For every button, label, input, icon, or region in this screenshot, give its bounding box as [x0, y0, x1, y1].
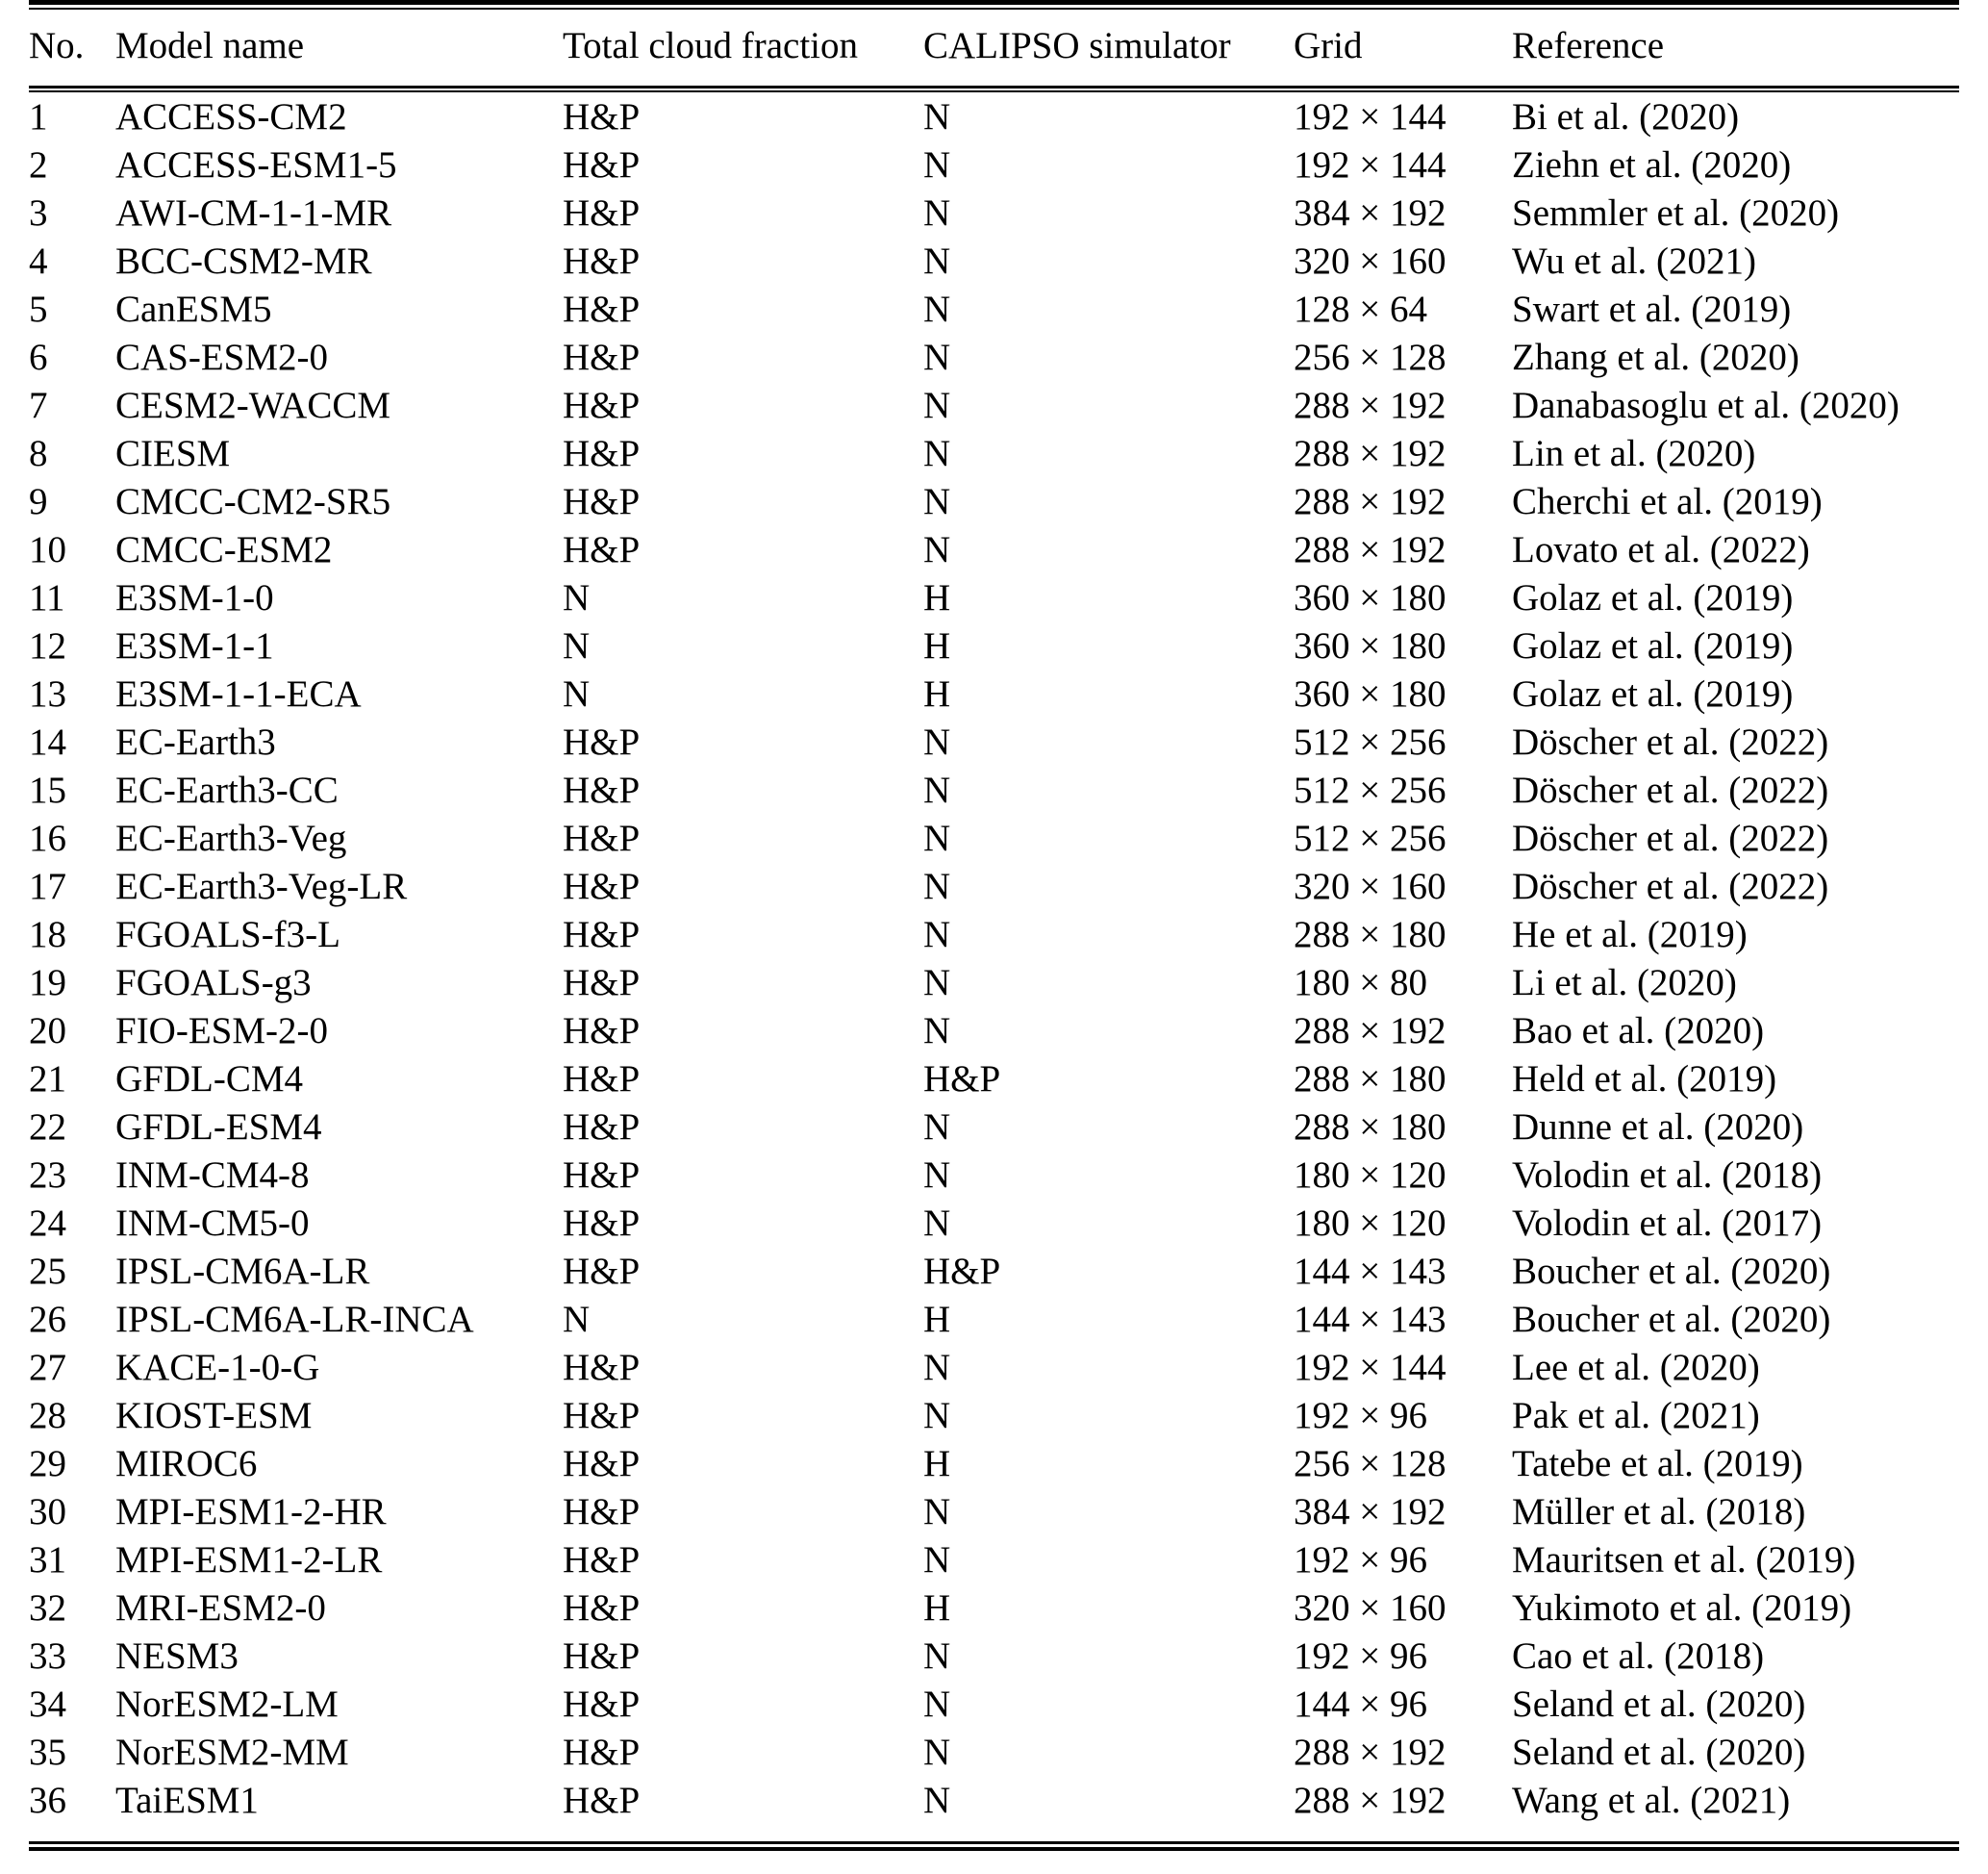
cell-grid: 288 × 180 — [1294, 1057, 1447, 1100]
cell-no: 35 — [29, 1731, 66, 1773]
cell-cal: N — [923, 913, 951, 955]
table-row — [29, 1583, 1959, 1632]
cell-tcf: H&P — [563, 1202, 641, 1244]
cell-ref: Yukimoto et al. (2019) — [1512, 1586, 1852, 1629]
cell-cal: N — [923, 1009, 951, 1051]
cell-tcf: H&P — [563, 1105, 641, 1148]
cell-tcf: H&P — [563, 384, 641, 426]
footer-spacer-row — [29, 1824, 1959, 1843]
cell-tcf: H&P — [563, 1731, 641, 1773]
cell-name: E3SM-1-1 — [115, 624, 274, 667]
cell-no: 34 — [29, 1683, 66, 1725]
cell-grid: 288 × 180 — [1294, 1105, 1447, 1148]
cell-no: 4 — [29, 240, 48, 282]
cell-cal: H — [923, 672, 951, 715]
cell-no: 7 — [29, 384, 48, 426]
cell-cal: N — [923, 1202, 951, 1244]
cell-cal: N — [923, 1779, 951, 1821]
cell-ref: Pak et al. (2021) — [1512, 1394, 1760, 1436]
table-row — [29, 429, 1959, 477]
cell-tcf: H&P — [563, 336, 641, 378]
cell-tcf: H&P — [563, 1009, 641, 1051]
table-row — [29, 1728, 1959, 1776]
table-row — [29, 1343, 1959, 1391]
cell-tcf: H&P — [563, 143, 641, 186]
cell-name: INM-CM4-8 — [115, 1153, 310, 1196]
cell-tcf: H&P — [563, 817, 641, 859]
column-header-total-cloud-fraction: Total cloud fraction — [563, 25, 858, 66]
cell-name: EC-Earth3-CC — [115, 769, 339, 811]
cell-ref: Döscher et al. (2022) — [1512, 817, 1829, 859]
cell-ref: Semmler et al. (2020) — [1512, 191, 1840, 234]
cell-ref: Cherchi et al. (2019) — [1512, 480, 1823, 522]
cell-ref: Seland et al. (2020) — [1512, 1731, 1806, 1773]
cell-cal: N — [923, 528, 951, 570]
cell-grid: 192 × 144 — [1294, 1346, 1447, 1388]
cell-no: 19 — [29, 961, 66, 1003]
cell-ref: Volodin et al. (2017) — [1512, 1202, 1823, 1244]
bottom-rule — [29, 1843, 1959, 1850]
table-row — [29, 140, 1959, 189]
cell-ref: Lin et al. (2020) — [1512, 432, 1756, 474]
cell-name: MPI-ESM1-2-LR — [115, 1538, 383, 1581]
cell-grid: 288 × 180 — [1294, 913, 1447, 955]
cell-no: 15 — [29, 769, 66, 811]
cell-grid: 360 × 180 — [1294, 672, 1447, 715]
cell-cal: H&P — [923, 1057, 1001, 1100]
cell-ref: Dunne et al. (2020) — [1512, 1105, 1804, 1148]
cell-cal: N — [923, 1346, 951, 1388]
cell-ref: Mauritsen et al. (2019) — [1512, 1538, 1856, 1581]
cell-no: 10 — [29, 528, 66, 570]
cell-name: EC-Earth3 — [115, 721, 276, 763]
cell-cal: H — [923, 1442, 951, 1484]
cell-tcf: H&P — [563, 480, 641, 522]
cell-grid: 192 × 144 — [1294, 143, 1447, 186]
cell-tcf: H&P — [563, 865, 641, 907]
cell-cal: N — [923, 1490, 951, 1532]
table-footer — [29, 1824, 1959, 1849]
cell-cal: N — [923, 432, 951, 474]
cell-name: CESM2-WACCM — [115, 384, 391, 426]
cell-cal: N — [923, 288, 951, 330]
cell-grid: 288 × 192 — [1294, 528, 1447, 570]
cell-name: FIO-ESM-2-0 — [115, 1009, 328, 1051]
cell-grid: 512 × 256 — [1294, 769, 1447, 811]
cell-name: CMCC-ESM2 — [115, 528, 333, 570]
cell-ref: Swart et al. (2019) — [1512, 288, 1792, 330]
cell-grid: 320 × 160 — [1294, 240, 1447, 282]
cell-tcf: H&P — [563, 528, 641, 570]
cell-grid: 288 × 192 — [1294, 384, 1447, 426]
column-header-row — [29, 9, 1959, 88]
cell-no: 23 — [29, 1153, 66, 1196]
cell-no: 20 — [29, 1009, 66, 1051]
cell-cal: N — [923, 1634, 951, 1677]
cell-tcf: N — [563, 1298, 591, 1340]
cell-ref: Cao et al. (2018) — [1512, 1634, 1765, 1677]
cell-no: 32 — [29, 1586, 66, 1629]
cell-no: 29 — [29, 1442, 66, 1484]
cell-ref: Lovato et al. (2022) — [1512, 528, 1810, 570]
cell-name: ACCESS-ESM1-5 — [115, 143, 397, 186]
cell-cal: N — [923, 143, 951, 186]
cell-name: GFDL-CM4 — [115, 1057, 304, 1100]
cell-ref: Bi et al. (2020) — [1512, 95, 1740, 138]
cell-no: 2 — [29, 143, 48, 186]
cell-no: 27 — [29, 1346, 66, 1388]
cell-grid: 288 × 192 — [1294, 432, 1447, 474]
cell-ref: Bao et al. (2020) — [1512, 1009, 1765, 1051]
cell-cal: N — [923, 336, 951, 378]
cell-grid: 288 × 192 — [1294, 1779, 1447, 1821]
cell-no: 12 — [29, 624, 66, 667]
cell-name: TaiESM1 — [115, 1779, 259, 1821]
cell-no: 21 — [29, 1057, 66, 1100]
cell-ref: Boucher et al. (2020) — [1512, 1298, 1831, 1340]
cell-grid: 360 × 180 — [1294, 576, 1447, 619]
cell-cal: N — [923, 865, 951, 907]
column-header-calipso-simulator: CALIPSO simulator — [923, 25, 1231, 66]
cell-ref: Wang et al. (2021) — [1512, 1779, 1791, 1821]
cell-tcf: H&P — [563, 1634, 641, 1677]
table-row — [29, 1632, 1959, 1680]
cell-tcf: N — [563, 576, 591, 619]
table-row — [29, 958, 1959, 1006]
cell-cal: H — [923, 1298, 951, 1340]
table-row — [29, 1006, 1959, 1054]
cell-cal: N — [923, 961, 951, 1003]
cell-cal: N — [923, 384, 951, 426]
cell-tcf: H&P — [563, 1346, 641, 1388]
cell-name: AWI-CM-1-1-MR — [115, 191, 392, 234]
cell-tcf: H&P — [563, 240, 641, 282]
cell-no: 9 — [29, 480, 48, 522]
table-row — [29, 237, 1959, 285]
table-row — [29, 1247, 1959, 1295]
cell-tcf: H&P — [563, 288, 641, 330]
table-row — [29, 333, 1959, 381]
cell-cal: H — [923, 1586, 951, 1629]
cell-name: NorESM2-MM — [115, 1731, 349, 1773]
cell-grid: 384 × 192 — [1294, 191, 1447, 234]
cell-name: EC-Earth3-Veg — [115, 817, 347, 859]
cell-tcf: H&P — [563, 913, 641, 955]
table-row — [29, 477, 1959, 525]
cell-name: IPSL-CM6A-LR — [115, 1250, 370, 1292]
table-row — [29, 910, 1959, 958]
cell-tcf: H&P — [563, 1057, 641, 1100]
cell-no: 13 — [29, 672, 66, 715]
cell-cal: N — [923, 1105, 951, 1148]
cell-name: INM-CM5-0 — [115, 1202, 310, 1244]
table-row — [29, 189, 1959, 237]
cell-cal: H — [923, 624, 951, 667]
cell-tcf: H&P — [563, 1779, 641, 1821]
table-row — [29, 1054, 1959, 1102]
cell-no: 11 — [29, 576, 65, 619]
cell-grid: 256 × 128 — [1294, 1442, 1447, 1484]
table-row — [29, 1295, 1959, 1343]
table-row — [29, 1535, 1959, 1583]
cell-grid: 512 × 256 — [1294, 721, 1447, 763]
table-body — [29, 91, 1959, 1824]
cell-ref: Zhang et al. (2020) — [1512, 336, 1799, 378]
table-header — [29, 3, 1959, 92]
table-row — [29, 1776, 1959, 1824]
cell-grid: 180 × 120 — [1294, 1153, 1447, 1196]
cell-name: CIESM — [115, 432, 231, 474]
cell-name: E3SM-1-1-ECA — [115, 672, 362, 715]
cell-grid: 144 × 143 — [1294, 1250, 1447, 1292]
cell-tcf: H&P — [563, 1538, 641, 1581]
table-row — [29, 381, 1959, 429]
cell-name: CanESM5 — [115, 288, 272, 330]
cell-grid: 128 × 64 — [1294, 288, 1427, 330]
cell-no: 25 — [29, 1250, 66, 1292]
cell-grid: 320 × 160 — [1294, 865, 1447, 907]
cell-cal: N — [923, 1394, 951, 1436]
table-row — [29, 670, 1959, 718]
cell-name: KIOST-ESM — [115, 1394, 313, 1436]
cell-ref: Müller et al. (2018) — [1512, 1490, 1806, 1532]
cell-no: 24 — [29, 1202, 66, 1244]
cell-cal: N — [923, 721, 951, 763]
cell-ref: Tatebe et al. (2019) — [1512, 1442, 1803, 1484]
cell-no: 14 — [29, 721, 66, 763]
cell-ref: Boucher et al. (2020) — [1512, 1250, 1831, 1292]
table-row — [29, 1199, 1959, 1247]
cell-name: MPI-ESM1-2-HR — [115, 1490, 387, 1532]
table-row — [29, 573, 1959, 621]
cell-tcf: H&P — [563, 95, 641, 138]
cell-grid: 192 × 96 — [1294, 1634, 1427, 1677]
cell-ref: Held et al. (2019) — [1512, 1057, 1777, 1100]
cell-cal: N — [923, 191, 951, 234]
cell-name: IPSL-CM6A-LR-INCA — [115, 1298, 474, 1340]
cell-grid: 144 × 96 — [1294, 1683, 1427, 1725]
cell-grid: 320 × 160 — [1294, 1586, 1447, 1629]
cell-name: GFDL-ESM4 — [115, 1105, 322, 1148]
table-row — [29, 814, 1959, 862]
cell-tcf: H&P — [563, 721, 641, 763]
cell-cal: N — [923, 1731, 951, 1773]
cell-grid: 384 × 192 — [1294, 1490, 1447, 1532]
table-row — [29, 1680, 1959, 1728]
cell-tcf: H&P — [563, 769, 641, 811]
cell-tcf: H&P — [563, 1153, 641, 1196]
cell-ref: Ziehn et al. (2020) — [1512, 143, 1792, 186]
cell-no: 16 — [29, 817, 66, 859]
cell-grid: 512 × 256 — [1294, 817, 1447, 859]
cell-no: 26 — [29, 1298, 66, 1340]
table-row — [29, 525, 1959, 573]
table-row — [29, 1151, 1959, 1199]
table-row — [29, 1391, 1959, 1439]
cell-tcf: H&P — [563, 432, 641, 474]
cell-grid: 288 × 192 — [1294, 480, 1447, 522]
cell-ref: Döscher et al. (2022) — [1512, 721, 1829, 763]
cell-tcf: H&P — [563, 1250, 641, 1292]
cell-name: FGOALS-g3 — [115, 961, 312, 1003]
cell-no: 22 — [29, 1105, 66, 1148]
cell-name: E3SM-1-0 — [115, 576, 274, 619]
cell-cal: N — [923, 1683, 951, 1725]
cell-tcf: H&P — [563, 1442, 641, 1484]
cell-name: ACCESS-CM2 — [115, 95, 347, 138]
cell-name: EC-Earth3-Veg-LR — [115, 865, 408, 907]
cell-grid: 192 × 144 — [1294, 95, 1447, 138]
cell-cal: N — [923, 480, 951, 522]
cell-no: 36 — [29, 1779, 66, 1821]
table-row — [29, 766, 1959, 814]
cell-grid: 256 × 128 — [1294, 336, 1447, 378]
table-row — [29, 285, 1959, 333]
cell-name: BCC-CSM2-MR — [115, 240, 372, 282]
cell-cal: N — [923, 769, 951, 811]
column-header-grid: Grid — [1294, 25, 1363, 66]
cell-ref: Golaz et al. (2019) — [1512, 576, 1794, 619]
cell-no: 31 — [29, 1538, 66, 1581]
table-row — [29, 91, 1959, 140]
cell-ref: Golaz et al. (2019) — [1512, 624, 1794, 667]
cell-tcf: H&P — [563, 1394, 641, 1436]
footer-spacer — [29, 1824, 1959, 1843]
cmip6-model-table — [29, 0, 1959, 1851]
cell-tcf: H&P — [563, 191, 641, 234]
cell-name: CMCC-CM2-SR5 — [115, 480, 391, 522]
cell-name: NESM3 — [115, 1634, 239, 1677]
cell-ref: Döscher et al. (2022) — [1512, 865, 1829, 907]
cell-name: KACE-1-0-G — [115, 1346, 320, 1388]
cell-cal: H — [923, 576, 951, 619]
table-row — [29, 621, 1959, 670]
cell-grid: 192 × 96 — [1294, 1538, 1427, 1581]
cell-name: MIROC6 — [115, 1442, 258, 1484]
cell-grid: 288 × 192 — [1294, 1731, 1447, 1773]
table-row — [29, 1487, 1959, 1535]
cell-ref: He et al. (2019) — [1512, 913, 1748, 955]
cell-tcf: H&P — [563, 1490, 641, 1532]
column-header-no: No. — [29, 25, 85, 66]
cell-no: 1 — [29, 95, 48, 138]
cell-cal: H&P — [923, 1250, 1001, 1292]
cell-ref: Danabasoglu et al. (2020) — [1512, 384, 1900, 426]
cell-grid: 180 × 120 — [1294, 1202, 1447, 1244]
cell-ref: Döscher et al. (2022) — [1512, 769, 1829, 811]
cell-no: 6 — [29, 336, 48, 378]
cell-no: 8 — [29, 432, 48, 474]
rule-bot-row — [29, 1843, 1959, 1850]
cell-no: 17 — [29, 865, 66, 907]
column-header-model-name: Model name — [115, 25, 305, 66]
cell-grid: 360 × 180 — [1294, 624, 1447, 667]
cell-cal: N — [923, 95, 951, 138]
cell-cal: N — [923, 1538, 951, 1581]
cell-ref: Volodin et al. (2018) — [1512, 1153, 1823, 1196]
cell-name: FGOALS-f3-L — [115, 913, 340, 955]
cell-tcf: H&P — [563, 1586, 641, 1629]
cell-grid: 288 × 192 — [1294, 1009, 1447, 1051]
cell-tcf: H&P — [563, 1683, 641, 1725]
cell-ref: Wu et al. (2021) — [1512, 240, 1757, 282]
cell-ref: Li et al. (2020) — [1512, 961, 1737, 1003]
cell-tcf: N — [563, 672, 591, 715]
cell-cal: N — [923, 817, 951, 859]
cell-no: 33 — [29, 1634, 66, 1677]
cell-ref: Seland et al. (2020) — [1512, 1683, 1806, 1725]
cell-no: 3 — [29, 191, 48, 234]
cell-no: 28 — [29, 1394, 66, 1436]
cell-tcf: N — [563, 624, 591, 667]
column-header-reference: Reference — [1512, 25, 1665, 66]
cell-no: 30 — [29, 1490, 66, 1532]
cell-grid: 192 × 96 — [1294, 1394, 1427, 1436]
table-row — [29, 718, 1959, 766]
table-row — [29, 862, 1959, 910]
cell-ref: Lee et al. (2020) — [1512, 1346, 1760, 1388]
cell-grid: 180 × 80 — [1294, 961, 1427, 1003]
cell-name: CAS-ESM2-0 — [115, 336, 329, 378]
cell-name: MRI-ESM2-0 — [115, 1586, 326, 1629]
cell-grid: 144 × 143 — [1294, 1298, 1447, 1340]
cell-no: 5 — [29, 288, 48, 330]
cell-no: 18 — [29, 913, 66, 955]
cell-cal: N — [923, 240, 951, 282]
table-row — [29, 1439, 1959, 1487]
cell-tcf: H&P — [563, 961, 641, 1003]
cell-name: NorESM2-LM — [115, 1683, 339, 1725]
cell-cal: N — [923, 1153, 951, 1196]
table-row — [29, 1102, 1959, 1151]
cell-ref: Golaz et al. (2019) — [1512, 672, 1794, 715]
